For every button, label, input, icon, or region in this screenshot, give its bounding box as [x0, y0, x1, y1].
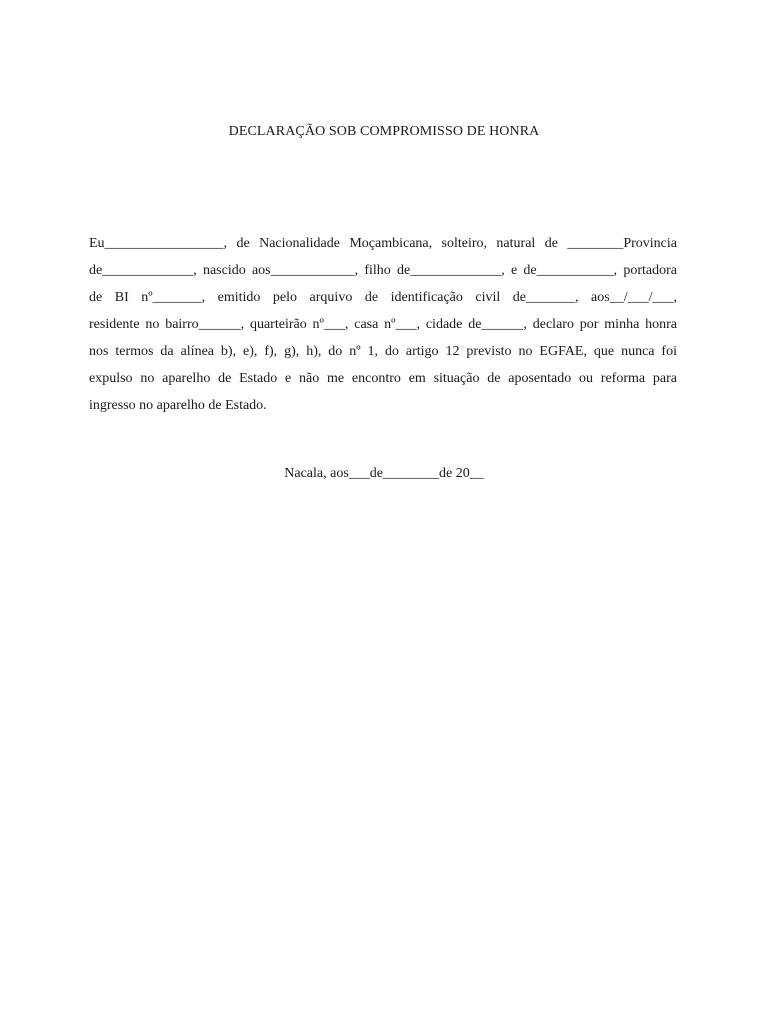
body-line: Eu_________________, de Nacionalidade Moçambicana, solteiro, natural de ________Provincia	[89, 236, 677, 251]
declaration-body	[89, 230, 677, 419]
body-line: de_____________, nascido aos____________, filho de_____________, e de___________, portadora	[89, 263, 677, 278]
body-line: nos termos da alínea b), e), f), g), h), do nº 1, do artigo 12 previsto no EGFAE, que nunca foi	[89, 344, 677, 359]
body-line: ingresso no aparelho de Estado.	[89, 398, 267, 413]
place-date-line: Nacala, aos___de________de 20__	[284, 466, 484, 481]
body-line: residente no bairro______, quarteirão nº___, casa nº___, cidade de______, declaro por minha honra	[89, 317, 677, 332]
body-line: de BI nº_______, emitido pelo arquivo de identificação civil de_______, aos__/___/___,	[89, 290, 677, 305]
body-line: expulso no aparelho de Estado e não me encontro em situação de aposentado ou reforma para	[89, 371, 677, 386]
document-title: DECLARAÇÃO SOB COMPROMISSO DE HONRA	[228, 124, 540, 139]
